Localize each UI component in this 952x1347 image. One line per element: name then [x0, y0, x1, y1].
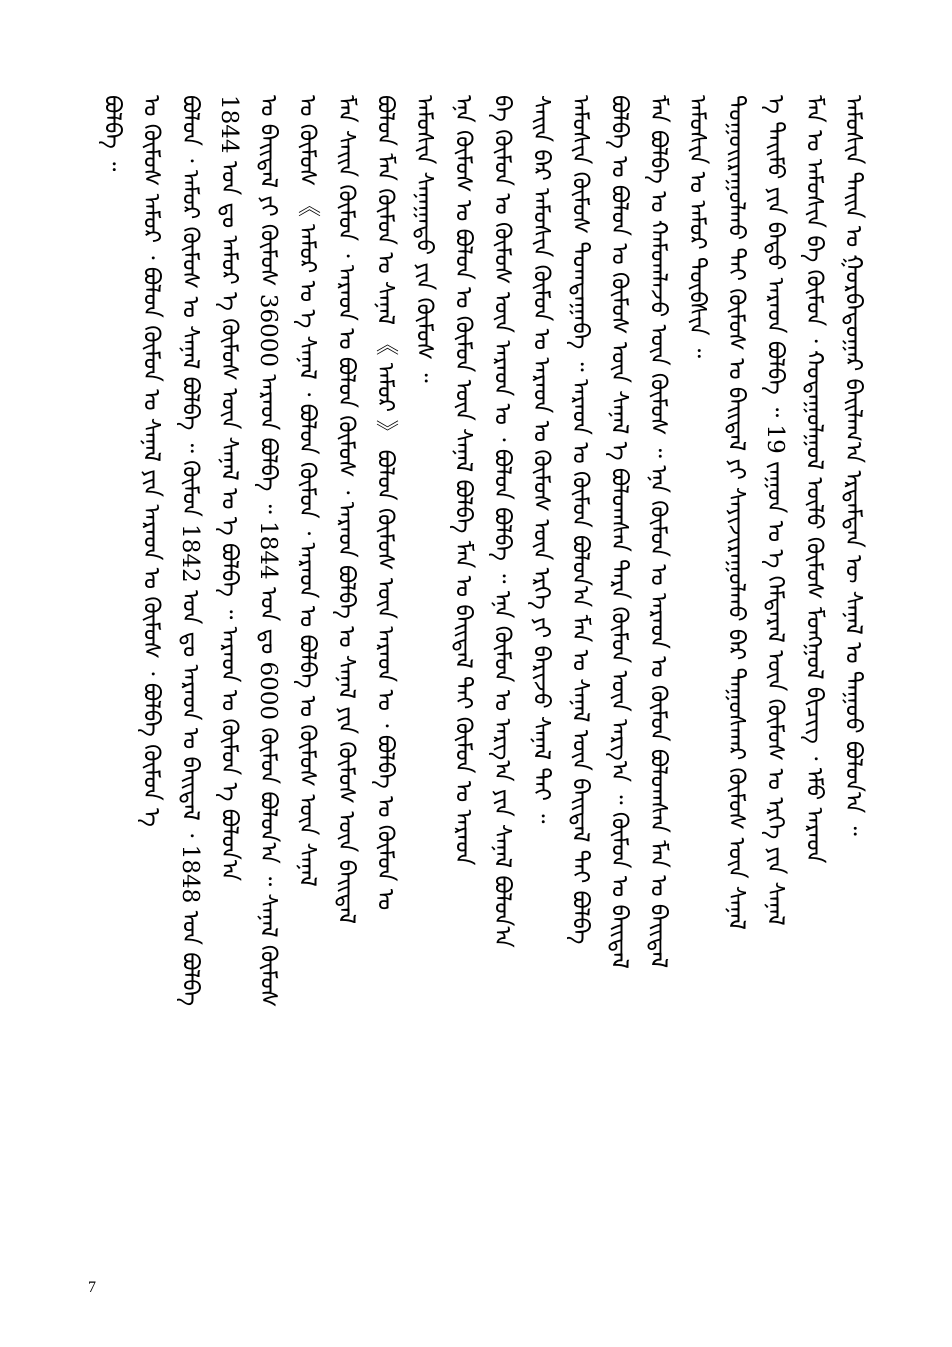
- text-column-1: ᠠᠮᠤᠰᠢᠨ ᠳᠠᠢᠨ ᠤ ᠭᠤᠷᠪᠠᠳᠤᠭᠠᠷ ᠪᠠᠢᠯᠠᠭ᠎ᠠ ᠡᠷᠳᠡᠮᠲᠡᠨ ᠦ ᠰᠠᠨᠠᠯ ᠤ ᠳᠠᠭᠤᠤ ᠪᠣᠯᠤᠨ᠎ᠠ ᠃: [840, 95, 866, 836]
- text-column-8: ᠠᠮᠤᠰᠢᠨ ᠬᠦᠮᠦᠰ ᠲᠣᠭᠲᠠᠭᠠᠪᠠ ᠃ ᠠᠷᠠᠳ ᠤ ᠬᠦᠮᠦᠨ ᠪᠣᠯᠤᠨ᠎ᠠ ᠮᠠᠨ ᠤ ᠰᠠᠨᠠᠯ ᠦᠨ ᠪᠠᠢᠳᠠᠯ ᠲᠠᠢ ᠪᠣᠯᠪᠠ: [567, 95, 593, 945]
- text-column-14: ᠮᠠᠨ ᠰᠠᠢᠨ ᠬᠦᠮᠦᠨ ᠂ ᠠᠷᠠᠳ ᠤ ᠪᠣᠯᠤᠨ ᠬᠦᠮᠦᠰ ᠂ ᠠᠷᠠᠳ ᠪᠣᠯᠪᠠ ᠤ ᠰᠠᠨᠠᠯ ᠶᠢᠨ ᠬᠦᠮᠦᠰ ᠦᠨ ᠪᠠᠢᠳᠠᠯ: [333, 95, 359, 925]
- text-column-10: ᠪᠠ ᠬᠦᠮᠦᠨ ᠤ ᠬᠦᠮᠦᠰ ᠦᠨ ᠠᠷᠠᠳ ᠤ ᠂ ᠪᠣᠯᠤᠨ ᠪᠣᠯᠪᠠ ᠃ ᠡᠨᠡ ᠬᠦᠮᠦᠨ ᠤ ᠠᠷᠭ᠎ᠠ ᠶᠢᠨ ᠰᠠᠨᠠᠯ ᠪᠣᠯᠤᠨ᠎ᠠ: [489, 95, 515, 948]
- text-column-3: ᠡ ᠲᠡᠢᠮᠦ ᠶᠢᠨ ᠪᠠᠳᠤ ᠠᠷᠠᠳ ᠪᠣᠯᠪᠠ ᠃ 19 ᠵᠠᠭᠤᠨ ᠤ ᠡ ᠬᠡᠮᠳᠡᠷᠡᠯ ᠦᠨ ᠬᠦᠮᠦᠰ ᠤ ᠡᠷᠬᠡ ᠶᠢᠨ ᠰᠠᠨᠠᠯ: [762, 95, 788, 926]
- text-column-20: ᠪᠣᠯᠪᠠ ᠃: [99, 95, 125, 172]
- text-column-7: ᠪᠣᠯᠪᠠ ᠤ ᠪᠣᠯᠤᠨ ᠤ ᠬᠦᠮᠦᠰ ᠦᠨ ᠰᠠᠨᠠᠯ ᠡ ᠪᠣᠯᠤᠭᠰᠠᠨ ᠲᠡᠷᠡ ᠬᠦᠮᠦᠨ ᠦᠨ ᠠᠷᠭ᠎ᠠ ᠃ ᠬᠦᠮᠦᠨ ᠤ ᠪᠠᠢᠳᠠᠯ: [606, 95, 632, 969]
- page-number: 7: [88, 1279, 96, 1296]
- text-column-16: ᠤ ᠪᠠᠢᠳᠠᠯ ᠶᠢ ᠬᠦᠮᠦᠰ 36000 ᠠᠷᠠᠳ ᠪᠣᠯᠪᠠ ᠃ 1844 ᠤᠨ ᠳᠤ 6000 ᠬᠦᠮᠦᠨ ᠪᠣᠯᠤᠨ᠎ᠠ ᠃ ᠰᠠᠨᠠᠯ ᠬᠦᠮᠦᠰ: [255, 95, 281, 1008]
- text-column-12: ᠠᠮᠤᠰᠢᠨ ᠰᠠᠨᠠᠭᠠᠲᠤ ᠶᠢᠨ ᠬᠦᠮᠦᠰ ᠃: [411, 95, 437, 383]
- vertical-text-block: [88, 95, 868, 1290]
- text-column-13: ᠪᠣᠯᠤᠨ ᠮᠠᠨ ᠬᠦᠮᠦᠨ ᠤ ᠰᠠᠨᠠᠯ 《 ᠠᠮᠤᠷ 》 ᠪᠣᠯᠤᠨ ᠬᠦᠮᠦᠰ ᠦᠨ ᠠᠷᠠᠳ ᠤ ᠂ ᠪᠣᠯᠪᠠ ᠤ ᠬᠦᠮᠦᠨ ᠤ: [372, 95, 398, 911]
- text-column-19: ᠤ ᠬᠦᠮᠦᠰ ᠠᠮᠤᠷ ᠂ ᠪᠣᠯᠤᠨ ᠬᠦᠮᠦᠨ ᠤ ᠰᠠᠨᠠᠯ ᠶᠢᠨ ᠠᠷᠠᠳ ᠤ ᠬᠦᠮᠦᠰ ᠂ ᠪᠣᠯᠪᠠ ᠬᠦᠮᠦᠨ ᠡ: [138, 95, 164, 827]
- text-column-11: ᠡᠨᠡ ᠬᠦᠮᠦᠰ ᠤ ᠪᠣᠯᠤᠨ ᠤ ᠬᠦᠮᠦᠨ ᠦᠨ ᠰᠠᠨᠠᠯ ᠪᠣᠯᠪᠠ ᠮᠠᠨ ᠤ ᠪᠠᠢᠳᠠᠯ ᠲᠠᠢ ᠬᠦᠮᠦᠨ ᠤ ᠠᠷᠠᠳ: [450, 95, 476, 866]
- text-column-18: ᠪᠣᠯᠤᠨ ᠂ ᠠᠮᠤᠷ ᠬᠦᠮᠦᠰ ᠤ ᠰᠠᠨᠠᠯ ᠪᠣᠯᠪᠠ ᠃ ᠬᠦᠮᠦᠨ 1842 ᠤᠨ ᠳᠤ ᠠᠷᠠᠳ ᠤ ᠪᠠᠢᠳᠠᠯ ᠂ 1848 ᠤᠨ ᠪᠣᠯᠪᠠ: [177, 95, 203, 1007]
- text-column-2: ᠮᠠᠨ ᠤ ᠠᠮᠤᠰᠢᠨ ᠪᠡ ᠬᠦᠮᠦᠨ ᠂ ᠬᠣᠲᠠᠭᠤᠯᠭᠤᠯ ᠦᠯᠦ ᠬᠦᠮᠦᠰ ᠮᠣᠩᠭᠣᠯ ᠪᠢᠴᠢᠭ ᠂ ᠡᠮᠦ ᠠᠷᠠᠳ: [801, 95, 827, 864]
- text-column-17: 1844 ᠤᠨ ᠳᠤ ᠠᠮᠤᠷ ᠡ ᠬᠦᠮᠦᠰ ᠦᠨ ᠰᠠᠨᠠᠯ ᠤ ᠡ ᠪᠣᠯᠪᠠ ᠃ ᠠᠷᠠᠳ ᠤ ᠬᠦᠮᠦᠨ ᠡ ᠪᠣᠯᠤᠨ᠎ᠠ: [216, 95, 242, 882]
- text-column-4: ᠳᠤᠭᠤᠢᠷᠠᠭᠤᠯᠬᠤ ᠲᠠᠢ ᠬᠦᠮᠦᠰ ᠤ ᠪᠠᠢᠳᠠᠯ ᠶᠢ ᠰᠠᠶᠢᠵᠢᠷᠠᠭᠤᠯᠬᠤ ᠪᠡᠷ ᠳᠠᠭᠤᠰᠬᠠᠷ ᠬᠦᠮᠦᠰ ᠦᠨ ᠰᠠᠨᠠᠯ: [723, 95, 749, 930]
- text-column-5: ᠠᠮᠤᠰᠢᠨ ᠤ ᠠᠮᠤᠷ ᠲᠦᠪᠰᠢᠨ ᠃: [684, 95, 710, 359]
- text-column-6: ᠮᠠᠨ ᠪᠣᠯᠪᠠ ᠤ ᠬᠠᠮᠤᠭᠯᠠᠵᠤ ᠦᠨ ᠬᠦᠮᠦᠰ ᠃ ᠡᠨᠡ ᠬᠦᠮᠦᠨ ᠤ ᠠᠷᠠᠳ ᠤ ᠬᠦᠮᠦᠨ ᠪᠣᠯᠤᠭᠰᠠᠨ ᠮᠠᠨ ᠤ ᠪᠠᠢᠳᠠᠯ: [645, 95, 671, 969]
- text-column-15: ᠤ ᠬᠦᠮᠦᠰ 《 ᠠᠮᠤᠷ ᠤ ᠡ ᠰᠠᠨᠠᠯ ᠂ ᠪᠣᠯᠤᠨ ᠬᠦᠮᠦᠨ ᠂ ᠠᠷᠠᠳ ᠤ ᠪᠣᠯᠪᠠ ᠤ ᠬᠦᠮᠦᠰ ᠦᠨ ᠰᠠᠨᠠᠯ: [294, 95, 320, 887]
- text-column-9: ᠰᠠᠢᠨ ᠪᠡᠷ ᠠᠮᠤᠰᠢᠨ ᠬᠦᠮᠦᠨ ᠤ ᠠᠷᠠᠳ ᠤ ᠬᠦᠮᠦᠰ ᠦᠨ ᠡᠷᠬᠡ ᠶᠢ ᠪᠠᠷᠢᠵᠤ ᠰᠠᠨᠠᠯ ᠲᠠᠢ ᠃: [528, 95, 554, 824]
